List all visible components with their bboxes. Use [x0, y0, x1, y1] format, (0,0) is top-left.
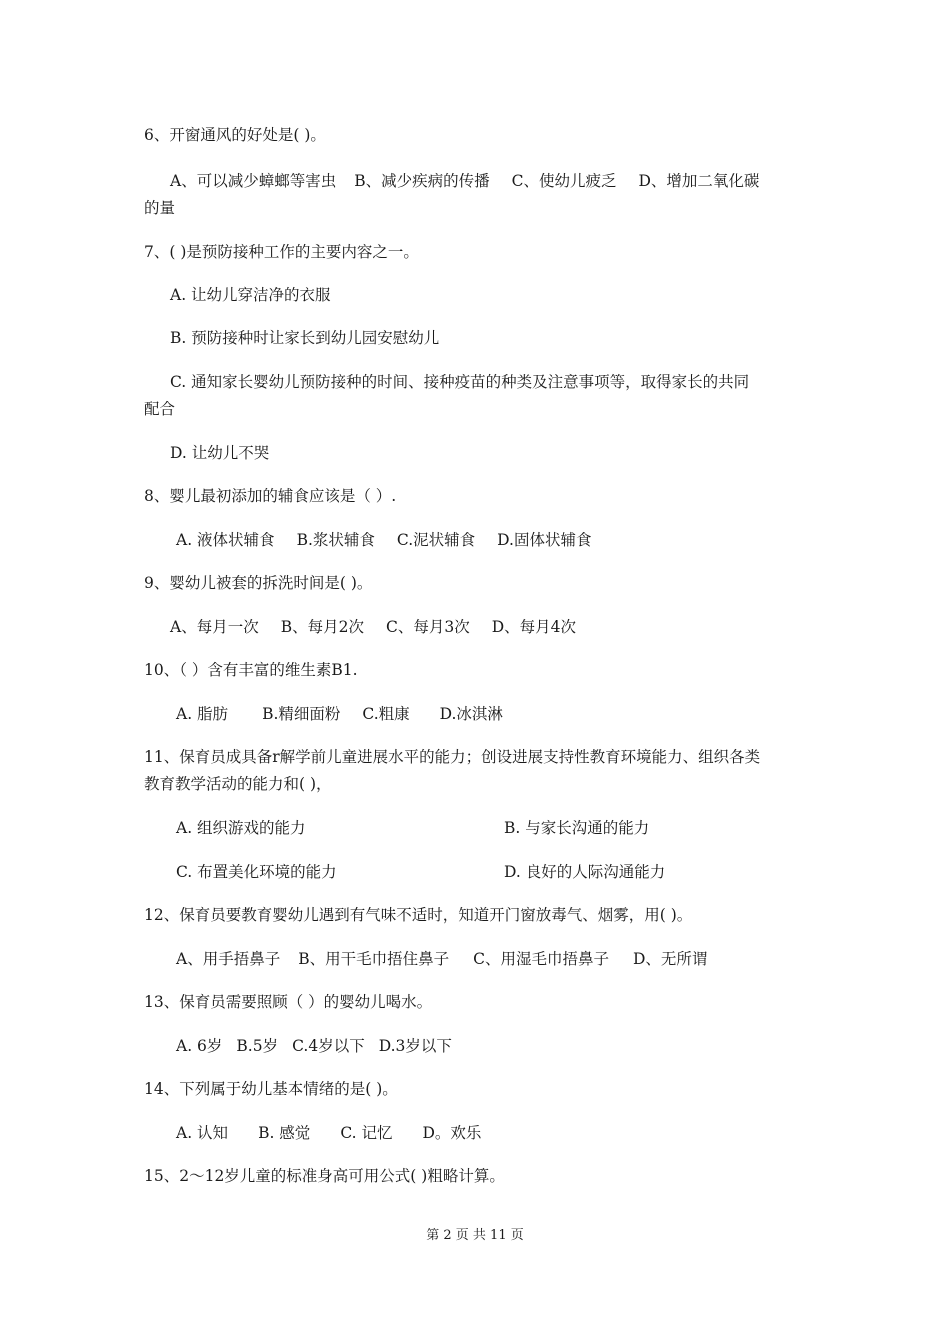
q7-option-c-continued: 配合 [144, 400, 176, 418]
q13-option-c: C.4岁以下 [292, 1037, 365, 1055]
question-9-stem: 9、婴幼儿被套的拆洗时间是( )。 [144, 574, 373, 592]
q14-option-d: D。欢乐 [422, 1124, 482, 1142]
question-6-options [170, 170, 759, 192]
question-14-options [176, 1122, 481, 1144]
question-9-options [170, 616, 576, 638]
q13-option-a: A. 6岁 [176, 1037, 223, 1055]
question-8-stem: 8、婴儿最初添加的辅食应该是（ ）. [144, 487, 397, 505]
q6-option-b: B、减少疾病的传播 [354, 172, 490, 190]
q7-option-a: A. 让幼儿穿洁净的衣服 [170, 286, 331, 304]
q7-option-c: C. 通知家长婴幼儿预防接种的时间、接种疫苗的种类及注意事项等，取得家长的共同 [170, 373, 750, 391]
q8-option-c: C.泥状辅食 [396, 531, 476, 549]
question-7-stem: 7、( )是预防接种工作的主要内容之一。 [144, 243, 419, 261]
q6-option-d-continued: 的量 [144, 199, 176, 217]
question-8-options [176, 529, 591, 551]
q6-option-c: C、使幼儿疲乏 [511, 172, 617, 190]
question-10-stem: 10、（ ）含有丰富的维生素B1. [144, 661, 358, 679]
question-12-options [176, 948, 707, 970]
q9-option-a: A、每月一次 [170, 618, 259, 636]
q10-option-a: A. 脂肪 [176, 705, 229, 723]
question-13-options [176, 1035, 452, 1057]
q12-option-d: D、无所谓 [632, 950, 708, 968]
q13-option-b: B.5岁 [236, 1037, 279, 1055]
q11-option-b: B. 与家长沟通的能力 [504, 819, 650, 837]
q14-option-b: B. 感觉 [258, 1124, 311, 1142]
q14-option-c: C. 记忆 [340, 1124, 393, 1142]
q6-option-a: A、可以减少蟑螂等害虫 [170, 172, 337, 190]
question-11-stem-continued: 教育教学活动的能力和( )， [144, 775, 332, 793]
q12-option-c: C、用湿毛巾捂鼻子 [473, 950, 609, 968]
question-14-stem: 14、下列属于幼儿基本情绪的是( )。 [144, 1080, 398, 1098]
q10-option-d: D.冰淇淋 [439, 705, 503, 723]
question-6-stem: 6、开窗通风的好处是( )。 [144, 126, 326, 144]
q9-option-d: D、每月4次 [491, 618, 576, 636]
q14-option-a: A. 认知 [176, 1124, 229, 1142]
q6-option-d: D、增加二氧化碳 [638, 172, 760, 190]
q12-option-b: B、用干毛巾捂住鼻子 [298, 950, 450, 968]
q12-option-a: A、用手捂鼻子 [176, 950, 281, 968]
q8-option-b: B.浆状辅食 [296, 531, 375, 549]
q7-option-d: D. 让幼儿不哭 [170, 444, 270, 462]
question-11-stem: 11、保育员成具备r解学前儿童进展水平的能力；创设进展支持性教育环境能力、组织各类 [144, 748, 761, 766]
q11-option-a: A. 组织游戏的能力 [176, 819, 306, 837]
q7-option-b: B. 预防接种时让家长到幼儿园安慰幼儿 [170, 329, 440, 347]
question-10-options [176, 703, 503, 725]
q9-option-b: B、每月2次 [280, 618, 364, 636]
q10-option-c: C.粗康 [362, 705, 410, 723]
q11-option-d: D. 良好的人际沟通能力 [504, 863, 666, 881]
question-13-stem: 13、保育员需要照顾（ ）的婴幼儿喝水。 [144, 993, 433, 1011]
page-number-footer: 第 2 页 共 11 页 [426, 1228, 524, 1243]
q10-option-b: B.精细面粉 [262, 705, 341, 723]
question-15-stem: 15、2～12岁儿童的标准身高可用公式( )粗略计算。 [144, 1167, 505, 1185]
q11-option-c: C. 布置美化环境的能力 [176, 863, 337, 881]
q8-option-d: D.固体状辅食 [497, 531, 592, 549]
q9-option-c: C、每月3次 [385, 618, 470, 636]
q8-option-a: A. 液体状辅食 [176, 531, 275, 549]
question-12-stem: 12、保育员要教育婴幼儿遇到有气味不适时，知道开门窗放毒气、烟雾，用( )。 [144, 906, 693, 924]
q13-option-d: D.3岁以下 [378, 1037, 452, 1055]
